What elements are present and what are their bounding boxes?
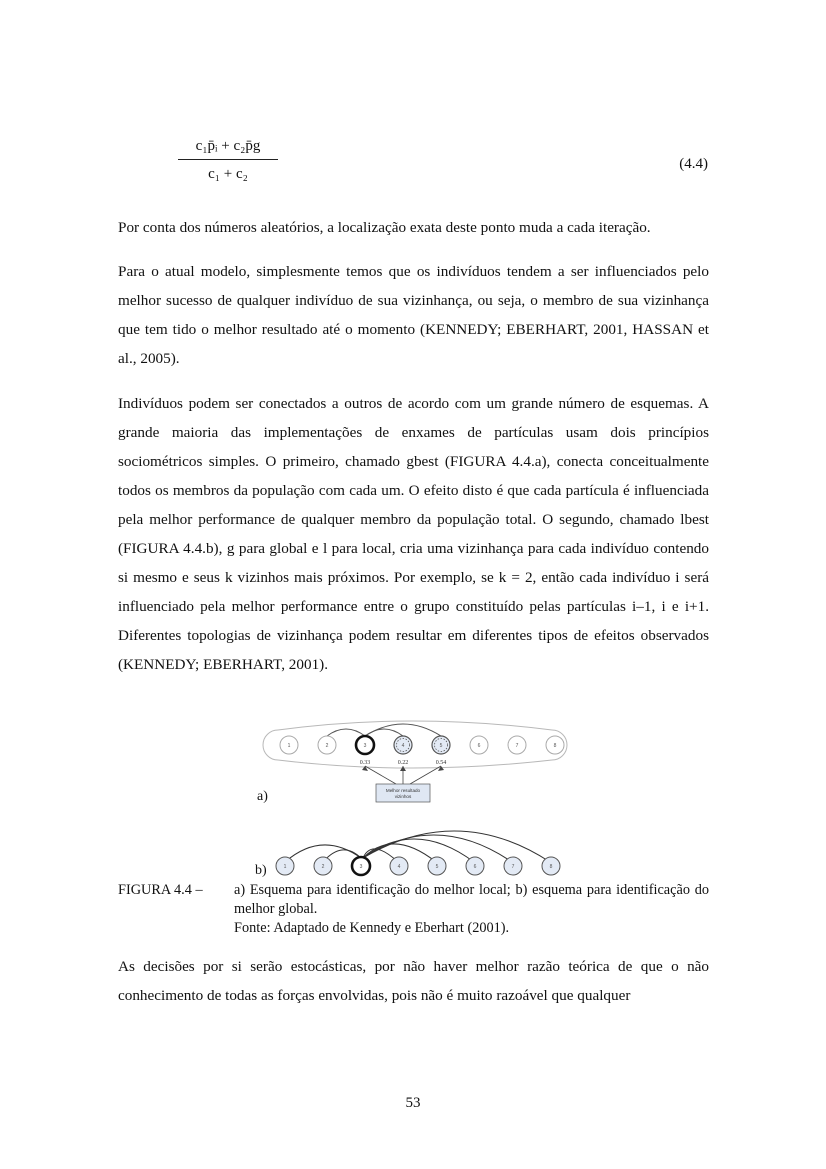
figure-label-a: a) bbox=[257, 789, 268, 804]
node-b-2-label: 2 bbox=[321, 864, 325, 870]
node-b-4-label: 4 bbox=[397, 864, 401, 870]
caption-source: Fonte: Adaptado de Kennedy e Eberhart (2001). bbox=[234, 920, 510, 936]
ring-outer-loop bbox=[278, 760, 552, 768]
figure-label-b: b) bbox=[255, 863, 267, 878]
paragraph-2: Para o atual modelo, simplesmente temos que os indivíduos tendem a ser influenciados pelo melhor sucesso de qualquer indivíduo de sua vizinhança, ou seja, o membro de sua vizinhança que tem tido o melhor resultado até o momento (KENNEDY; EBERHART, 2001, HASSAN et al., 2005). bbox=[118, 263, 709, 367]
node-a-4-label: 4 bbox=[401, 743, 405, 749]
value-node-5: 0.54 bbox=[435, 760, 447, 766]
node-b-8-label: 8 bbox=[549, 864, 553, 870]
node-a-1-label: 1 bbox=[287, 743, 291, 749]
arrow-from-node-3 bbox=[365, 766, 396, 784]
node-a-2-label: 2 bbox=[325, 743, 329, 749]
equation-4-4 bbox=[178, 138, 278, 183]
page-number: 53 bbox=[405, 1095, 421, 1111]
figure-caption bbox=[118, 881, 709, 938]
paragraph-4: As decisões por si serão estocásticas, por não haver melhor razão teórica de que o não conhecimento de todas as forças envolvidas, pois não é muito razoável que qualquer bbox=[118, 958, 709, 1004]
node-b-1-label: 1 bbox=[283, 864, 287, 870]
node-a-7-label: 7 bbox=[515, 743, 519, 749]
figure-4-4 bbox=[250, 718, 580, 880]
link-3-5 bbox=[365, 724, 441, 736]
node-b-5-label: 5 bbox=[435, 864, 439, 870]
node-b-6-label: 6 bbox=[473, 864, 477, 870]
best-result-box-line2: vizinhos bbox=[394, 794, 412, 799]
caption-tag: FIGURA 4.4 – bbox=[118, 882, 203, 898]
paragraph-1: Por conta dos números aleatórios, a localização exata deste ponto muda a cada iteração. bbox=[118, 219, 651, 236]
best-result-box bbox=[376, 784, 430, 802]
best-result-box-line1: Melhor resultado bbox=[385, 788, 421, 793]
node-a-5-label: 5 bbox=[439, 743, 443, 749]
star-topology-diagram bbox=[276, 831, 560, 875]
value-node-4: 0.22 bbox=[397, 760, 409, 766]
caption-text: a) Esquema para identificação do melhor local; b) esquema para identificação do melhor global. bbox=[234, 882, 709, 917]
paragraph-3: Indivíduos podem ser conectados a outros de acordo com um grande número de esquemas. A grande maioria das implementações de enxames de partículas usam dois princípios sociométricos simples. O primeiro, chamado gbest (FIGURA 4.4.a), conecta conceitualmente todos os membros da população com cada um. O efeito disto é que cada partícula é influenciada pela melhor performance de qualquer membro da população total. O segundo, chamado lbest (FIGURA 4.4.b), g para global e l para local, cria uma vizinhança para cada indivíduo contendo si mesmo e seus k vizinhos mais próximos. Por exemplo, se k = 2, então cada indivíduo i será influenciado pela melhor performance entre o grupo constituído pelas partículas i–1, i e i+1. Diferentes topologias de vizinhança podem resultar em diferentes tipos de efeitos observados (KENNEDY; EBERHART, 2001). bbox=[118, 395, 709, 673]
node-b-3-label: 3 bbox=[359, 864, 363, 870]
node-a-6-label: 6 bbox=[477, 743, 481, 749]
equation-denominator: c₁ + c₂ bbox=[208, 166, 248, 182]
ring-topology-diagram bbox=[263, 721, 567, 802]
node-a-8-label: 8 bbox=[553, 743, 557, 749]
equation-number: (4.4) bbox=[679, 156, 708, 172]
node-b-7-label: 7 bbox=[511, 864, 515, 870]
node-a-3-label: 3 bbox=[363, 743, 367, 749]
figure-diagram bbox=[250, 718, 580, 880]
link-2-3 bbox=[327, 729, 365, 736]
value-node-3: 0.33 bbox=[359, 760, 371, 766]
equation-numerator: c₁p̄ᵢ + c₂p̄g bbox=[178, 138, 278, 160]
arrow-from-node-5 bbox=[410, 766, 441, 784]
